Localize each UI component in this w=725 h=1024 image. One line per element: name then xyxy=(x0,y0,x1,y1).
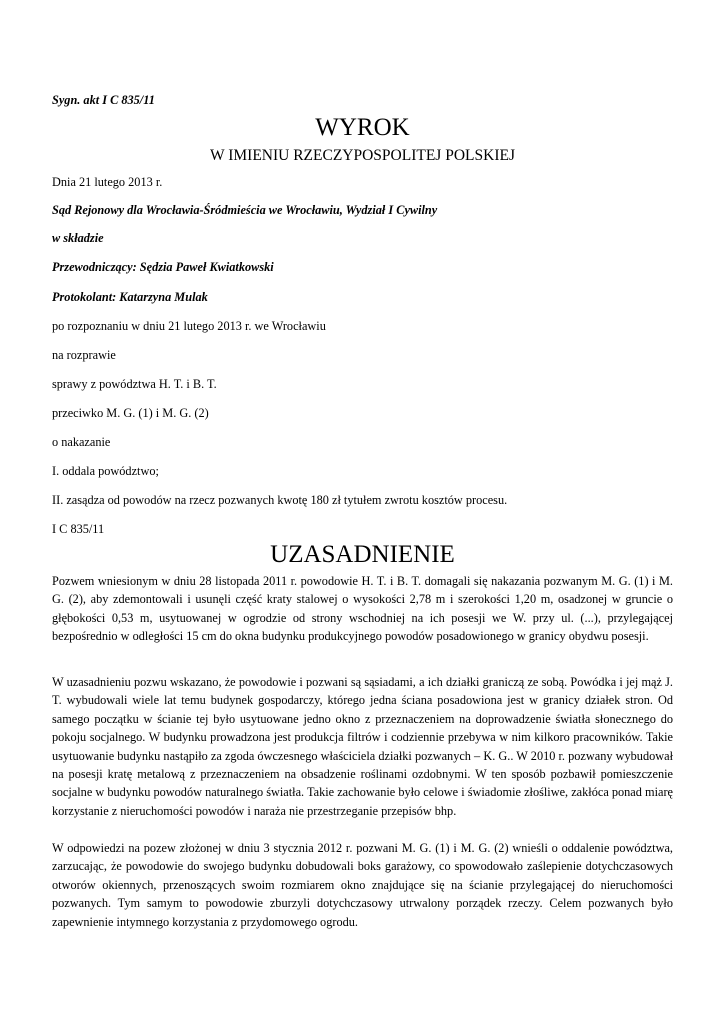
court-clerk: Protokolant: Katarzyna Mulak xyxy=(52,290,208,304)
presiding-judge: Przewodniczący: Sędzia Paweł Kwiatkowski xyxy=(52,260,274,274)
defendants: przeciwko M. G. (1) i M. G. (2) xyxy=(52,406,209,420)
composition-label: w składzie xyxy=(52,231,104,245)
hearing-info: po rozpoznaniu w dniu 21 lutego 2013 r. we Wrocławiu xyxy=(52,319,326,333)
case-reference-2: I C 835/11 xyxy=(52,522,105,536)
judgment-date: Dnia 21 lutego 2013 r. xyxy=(52,175,163,189)
ruling-item: I. oddala powództwo; xyxy=(52,464,159,478)
case-reference: Sygn. akt I C 835/11 xyxy=(52,93,155,107)
justification-paragraph: W uzasadnieniu pozwu wskazano, że powodowie i pozwani są sąsiadami, a ich działki graniczą ze sobą. Powódka i jej mąż J. T. wybudowali wiele lat temu budynek gospodarczy, którego jedna ściana posadowiona jest w granicy działek stron. Od samego początku w ścianie tej było usytuowane jedno okno z przeznaczeniem na doprowadzenie światła słonecznego do pokoju socjalnego. W budynku prowadzona jest produkcja filtrów i codziennie przebywa w nim kilkoro pracowników. Takie usytuowanie budynku nastąpiło za zgoda ówczesnego właściciela działki pozwanych – K. G.. W 2010 r. pozwany wybudował na posesji kratę metalową z przeznaczeniem na obsadzenie roślinami ozdobnymi. W ten sposób pozbawił pomieszczenie socjalne w budynku powodów naturalnego światła. Takie zachowanie było celowe i świadomie złośliwe, zakłóca ponad miarę korzystanie z nieruchomości powodów i naraża nie przestrzeganie przepisów bhp. xyxy=(52,675,673,818)
hearing-type: na rozprawie xyxy=(52,348,116,362)
document-title: WYROK xyxy=(315,114,410,141)
ruling-item: II. zasądza od powodów na rzecz pozwanych kwotę 180 zł tytułem zwrotu kosztów procesu. xyxy=(52,493,508,507)
case-parties: sprawy z powództwa H. T. i B. T. xyxy=(52,377,217,391)
justification-paragraph: W odpowiedzi na pozew złożonej w dniu 3 stycznia 2012 r. pozwani M. G. (1) i M. G. (2) wnieśli o oddalenie powództwa, zarzucając, że powodowie do swojego budynku dobudowali boks garażowy, co spowodowało zaślepienie dotychczasowych otworów okiennych, przenoszących swoim rozmiarem okno znajdujące się na ścianie przylegającej do nieruchomości pozwanych. Tym samym to powodowie zburzyli dotychczasowy utrwalony porządek rzeczy. Celem pozwanych było zapewnienie intymnego korzystania z przydomowego ogrodu. xyxy=(52,841,673,929)
justification-paragraph: Pozwem wniesionym w dniu 28 listopada 2011 r. powodowie H. T. i B. T. domagali się nakazania pozwanym M. G. (1) i M. G. (2), aby zdemontowali i usunęli część kraty stalowej o wysokości 2,78 m i szerokości 1,20 m, osadzonej w gruncie o głębokości 0,53 m, usytuowanej w ogrodzie od strony wschodniej na ich posesji we W. przy ul. (...), przylegającej bezpośrednio w odległości 15 cm do okna budynku produkcyjnego powodów posadowionego w granicy obydwu posesji. xyxy=(52,574,673,644)
document-subtitle: W IMIENIU RZECZYPOSPOLITEJ POLSKIEJ xyxy=(210,147,515,164)
case-subject: o nakazanie xyxy=(52,435,111,449)
justification-title: UZASADNIENIE xyxy=(270,541,455,568)
court-name: Sąd Rejonowy dla Wrocławia-Śródmieścia we Wrocławiu, Wydział I Cywilny xyxy=(52,203,438,217)
